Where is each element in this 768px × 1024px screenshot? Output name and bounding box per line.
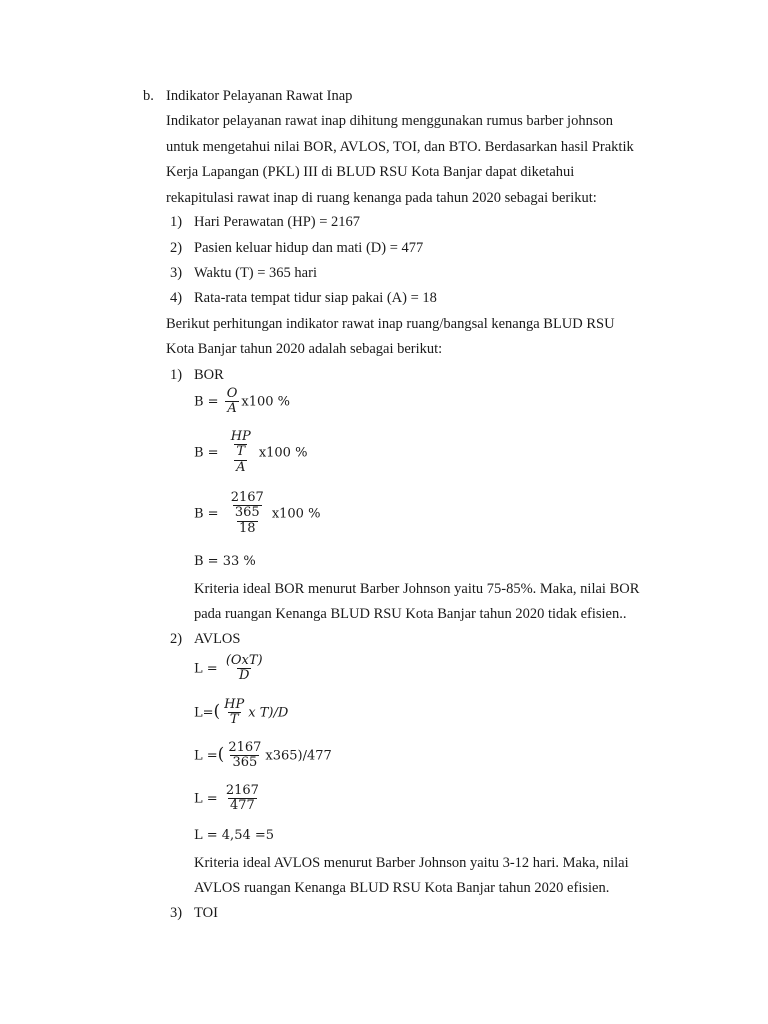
equation-lhs: L= xyxy=(194,705,214,721)
denominator: T xyxy=(236,444,246,460)
fraction xyxy=(226,741,263,771)
bor-formula-2 xyxy=(194,430,307,476)
avlos-formula-3 xyxy=(194,741,332,771)
open-paren: ( xyxy=(217,744,225,765)
compound-fraction xyxy=(225,430,257,476)
calc-intro-line-2: Kota Banjar tahun 2020 adalah sebagai berikut: xyxy=(166,341,443,357)
intro-line-2: untuk mengetahui nilai BOR, AVLOS, TOI, dan BTO. Berdasarkan hasil Praktik xyxy=(166,139,634,155)
numerator: 2167 xyxy=(230,490,264,505)
bor-formula-3 xyxy=(194,491,320,537)
denominator: 365 xyxy=(234,505,260,521)
numerator: (OxT) xyxy=(225,653,263,668)
avlos-formula-1 xyxy=(194,654,267,684)
toi-number: 3) xyxy=(170,905,183,921)
bor-result: B = 33 % xyxy=(194,554,256,569)
equation-lhs: L = xyxy=(194,791,218,807)
equation-lhs: L = xyxy=(194,661,218,677)
equation-lhs: L = xyxy=(194,748,218,764)
denominator: 365 xyxy=(232,755,258,771)
intro-line-4: rekapitulasi rawat inap di ruang kenanga pada tahun 2020 sebagai berikut: xyxy=(166,190,597,206)
fraction xyxy=(224,784,261,814)
equation-tail: x100 % xyxy=(258,445,308,461)
list-item-number: 2) xyxy=(170,240,183,256)
fraction xyxy=(222,698,246,728)
avlos-formula-4 xyxy=(194,784,263,814)
calc-intro-line-1: Berikut perhitungan indikator rawat inap ruang/bangsal kenanga BLUD RSU xyxy=(166,316,615,332)
compound-fraction xyxy=(225,491,270,537)
list-item: Waktu (T) = 365 hari xyxy=(194,265,317,281)
numerator: O xyxy=(226,386,238,401)
list-item: Rata-rata tempat tidur siap pakai (A) = 18 xyxy=(194,290,437,306)
equation-tail: x365)/477 xyxy=(265,748,332,764)
denominator: D xyxy=(239,668,250,684)
section-title: Indikator Pelayanan Rawat Inap xyxy=(166,88,353,104)
denominator: T xyxy=(229,712,239,728)
inner-fraction xyxy=(229,491,266,521)
denominator: A xyxy=(227,401,237,417)
list-item-number: 3) xyxy=(170,265,183,281)
avlos-title: AVLOS xyxy=(194,631,241,647)
denominator: 18 xyxy=(238,521,256,537)
intro-line-1: Indikator pelayanan rawat inap dihitung menggunakan rumus barber johnson xyxy=(166,113,613,129)
avlos-criteria-line-2: AVLOS ruangan Kenanga BLUD RSU Kota Banjar tahun 2020 efisien. xyxy=(194,880,610,896)
avlos-criteria-line-1: Kriteria ideal AVLOS menurut Barber Johnson yaitu 3-12 hari. Maka, nilai xyxy=(194,855,629,871)
section-marker: b. xyxy=(143,88,154,104)
avlos-result: L = 4,54 =5 xyxy=(194,828,275,843)
denominator: 477 xyxy=(229,798,255,814)
bor-criteria-line-2: pada ruangan Kenanga BLUD RSU Kota Banjar tahun 2020 tidak efisien.. xyxy=(194,606,627,622)
numerator: HP xyxy=(230,429,251,444)
inner-fraction xyxy=(229,430,253,460)
list-item: Pasien keluar hidup dan mati (D) = 477 xyxy=(194,240,424,256)
intro-line-3: Kerja Lapangan (PKL) III di BLUD RSU Kota Banjar dapat diketahui xyxy=(166,164,575,180)
equation-tail: x100 % xyxy=(271,506,321,522)
fraction xyxy=(225,387,240,417)
equation-tail: x100 % xyxy=(241,394,291,410)
equation-lhs: B = xyxy=(194,506,219,522)
avlos-number: 2) xyxy=(170,631,183,647)
equation-lhs: B = xyxy=(194,394,219,410)
avlos-formula-2 xyxy=(194,698,288,728)
numerator: 2167 xyxy=(225,783,259,798)
bor-title: BOR xyxy=(194,367,224,383)
bor-formula-1 xyxy=(194,387,290,417)
denominator: A xyxy=(236,460,246,476)
numerator: HP xyxy=(224,697,245,712)
list-item-number: 4) xyxy=(170,290,183,306)
toi-title: TOI xyxy=(194,905,218,921)
bor-criteria-line-1: Kriteria ideal BOR menurut Barber Johnson yaitu 75-85%. Maka, nilai BOR xyxy=(194,581,640,597)
numerator: 2167 xyxy=(228,740,262,755)
equation-lhs: B = xyxy=(194,445,219,461)
fraction xyxy=(224,654,265,684)
list-item-number: 1) xyxy=(170,214,183,230)
bor-number: 1) xyxy=(170,367,183,383)
list-item: Hari Perawatan (HP) = 2167 xyxy=(194,214,361,230)
open-paren: ( xyxy=(213,701,221,722)
equation-tail: x T)/D xyxy=(248,705,289,721)
